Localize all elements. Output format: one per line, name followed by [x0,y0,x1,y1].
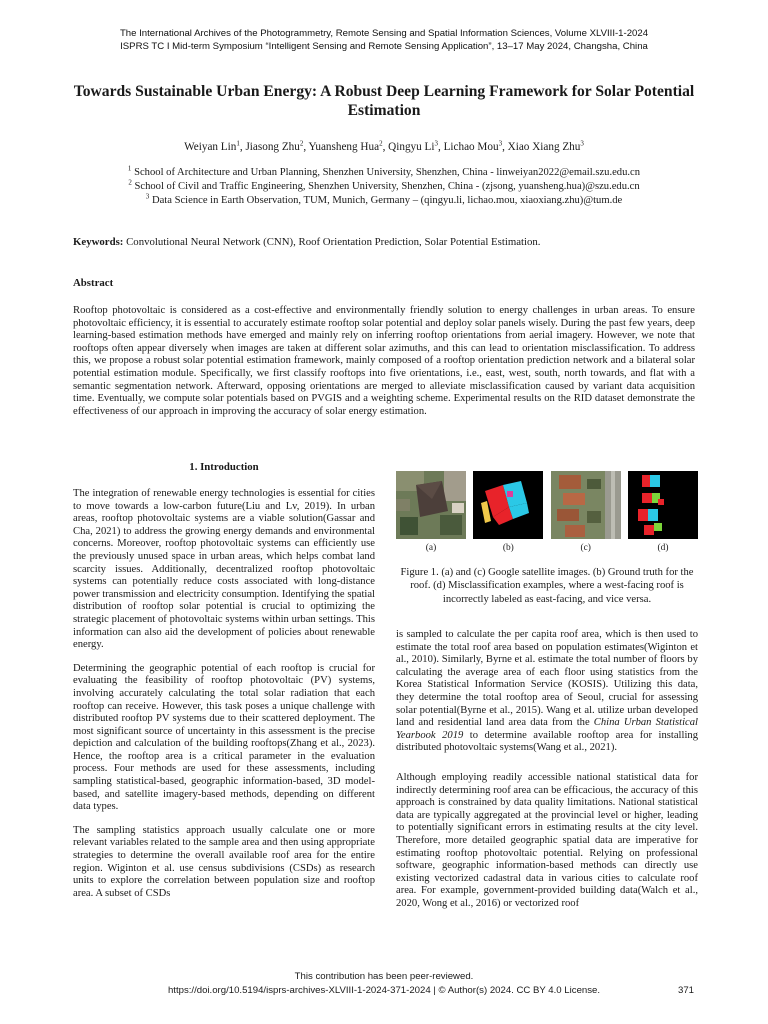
figure-label: (c) [580,543,591,553]
figure-label: (b) [502,543,514,553]
right-column [396,629,698,921]
ground-truth-mask-b [473,471,543,539]
figure-1d [628,471,698,553]
author-name: Xiao Xiang Zhu [507,141,581,153]
affiliation-2: $^2$ School of Civil and Traffic Engineering, Shenzhen University, Shenzhen, China - (zjsong, yuansheng.hua)@szu.edu.cn [128,178,640,192]
paragraph: is sampled to calculate the per capita roof area, which is then used to estimate the total roof area based on population estimates(Wiginton et al., 2010). Similarly, Byrne et al. estimate the total number of floors by calculating the average area of each floor using statistics from the Korea Statistical Information Service (KOSIS). Utilizing this data, they determine the total rooftop area of Seoul, crucial for assessing solar potential(Byrne et al., 2015). Wang et al. utilize urban developed land and residential land area data from the China Urban Statistical Yearbook 2019 to determine available rooftop area for installing distributed photovoltaic systems(Wang et al., 2021). [396,629,698,754]
figure-1a [396,471,466,553]
running-header-symposium: ISPRS TC I Mid-term Symposium “Intelligent Sensing and Remote Sensing Application”, 13–17 May 2024, Changsha, China [120,41,648,52]
figure-1b [473,471,543,553]
affiliation-1: $^1$ School of Architecture and Urban Planning, Shenzhen University, Shenzhen, China - linweiyan2022@email.szu.edu.cn [127,164,641,178]
figure-label: (a) [425,543,437,553]
author-name: Yuansheng Hua [308,141,380,153]
author-name: Weiyan Lin [184,141,237,153]
figure-label: (d) [657,543,669,553]
author-name: Qingyu Li [388,141,435,153]
abstract-heading: Abstract [73,277,114,289]
keywords [73,236,695,248]
section-heading-introduction: 1. Introduction [189,461,259,473]
running-header-volume: The International Archives of the Photogrammetry, Remote Sensing and Spatial Information Sciences, Volume XLVIII-1-2024 [119,28,649,39]
figure-1c [551,471,621,553]
paragraph: The sampling statistics approach usually calculate one or more relevant variables related to the sample area and then using appropriate strategies to determine the overall available roof area for the entire region. Wiginton et al. use census subdivisions (CSDs) as research units to explore the correlation between population size and rooftop area. A subset of CSDs [73,824,375,899]
affiliation-3: $^3$ Data Science in Earth Observation, TUM, Munich, Germany – (qingyu.li, lichao.mou, xiaoxiang.zhu)@tum.de [145,192,623,206]
author-name: Jiasong Zhu [245,141,300,153]
paragraph: Determining the geographic potential of each rooftop is crucial for evaluating the feasibility of rooftop photovoltaic (PV) systems, involving accurately calculating the total solar radiation that each rooftop can receive. However, this task poses a unique challenge with distributed rooftop PV systems due to their scattered deployment. The most significant source of uncertainty in this assessment is the precise depiction and calculation of the building rooftops(Zhang et al., 2023). Hence, the rooftop area is a critical parameter in the evaluation process. Four methods are used for these assessments, including sampling statistical-based, geographic information-based, 3D model-based, and satellite imagery-based methods, depending on different data types. [73,662,375,813]
keywords-text: Convolutional Neural Network (CNN), Roof Orientation Prediction, Solar Potential Estimation. [126,236,541,248]
satellite-image-a [396,471,466,539]
author-name: Lichao Mou [443,141,499,153]
keywords-label: Keywords: [73,236,124,248]
figure-1 [396,471,698,553]
paragraph: The integration of renewable energy technologies is essential for cities to move towards a low-carbon future(Liu and Lv, 2019). In urban areas, rooftop photovoltaic systems are a viable solution(Gassar and Cha, 2021) to address the growing energy demands and environmental concerns. Moreover, rooftop photovoltaic systems can efficiently use the previously unused space in urban areas, which helps combat land scarcity issues. Additionally, decentralized rooftop photovoltaic systems can potentially reduce costs associated with long-distance power transmission and electricity consumption. Identifying the spatial distribution of rooftop solar potential is crucial to optimizing the strategic placement of photovoltaic systems within urban settings. This information can also aid the development of policies about renewable energy. [73,488,375,651]
author-list: Weiyan Lin$^1$, Jiasong Zhu$^2$, Yuansheng Hua$^2$, Qingyu Li$^3$, Lichao Mou$^3$, Xiao Xiang Zhu$^3$ [184,139,584,153]
satellite-image-c [551,471,621,539]
figure-1-caption: Figure 1. (a) and (c) Google satellite images. (b) Ground truth for the roof. (d) Misclassification examples, where a west-facing roof is incorrectly labeled as east-facing, and vice versa. [400,567,694,605]
paragraph: Although employing readily accessible national statistical data for indirectly determining roof area can be efficacious, the accuracy of this approach is constrained by data quality limitations. National statistical data are typically aggregated at the provincial level or higher, leading to potentially significant errors in estimating results at the city level. Therefore, more detailed geographic spatial data are imperative for estimating rooftop photovoltaic potential. Relying on professional software, geographic information-based methods can directly use existing vectorized cadastral data in various cities to calculate roof area. For example, government-provided building data(Walch et al., 2020, Wong et al., 2016) or vectorized roof [396,771,698,909]
page-number: 371 [678,985,695,996]
paper-title: Towards Sustainable Urban Energy: A Robust Deep Learning Framework for Solar Potential Estimation [73,83,695,119]
peer-review-note: This contribution has been peer-reviewed. [294,971,474,982]
yearbook-title: China Urban Statistical Yearbook 2019 [396,717,698,741]
left-column [73,488,375,911]
doi-license-line: https://doi.org/10.5194/isprs-archives-XLVIII-1-2024-371-2024 | © Author(s) 2024. CC BY 4.0 License. [167,985,601,996]
misclassification-mask-d [628,471,698,539]
abstract-text: Rooftop photovoltaic is considered as a cost-effective and environmentally friendly solution to energy challenges in urban areas. To ensure photovoltaic efficiency, it is essential to accurately estimate rooftop solar potential and deploy solar panels wisely. During the past few years, deep learning-based estimation methods have emerged and mainly rely on inferring rooftop orientations from aerial imagery. However, we note that rooftops often appear diversely when images are taken at different solar azimuths, and this can lead to orientation misclassification. To address this, we propose a robust solar potential estimation framework, mainly composed of a rooftop orientation prediction network and a bilateral solar potential estimation module. Specifically, we first classify rooftops into five orientations, i.e., east, west, south, north towards, and flat with a semantic segmentation network. Afterward, opposing orientations are merged to alleviate misclassification caused by variant data acquisition time. Eventually, we compute solar potentials based on PVGIS and a weighting scheme. Experimental results on the RID dataset demonstrate the effectiveness of our approach in improving the accuracy of solar energy estimation. [73,305,695,417]
